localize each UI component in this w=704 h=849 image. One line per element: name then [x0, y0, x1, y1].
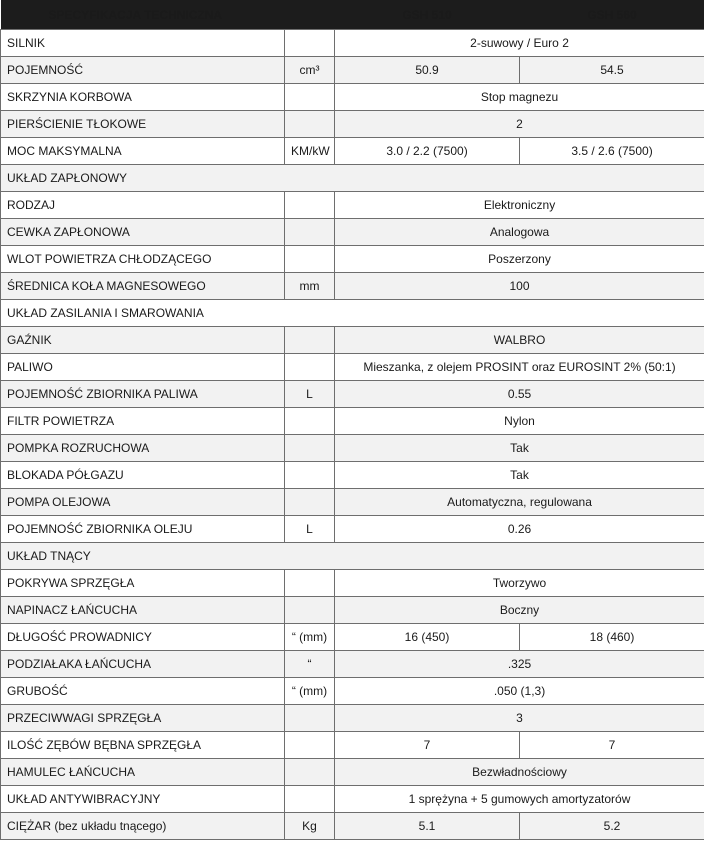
spec-name: POJEMNOŚĆ ZBIORNIKA OLEJU [1, 516, 285, 543]
spec-row [1, 57, 704, 84]
spec-unit: Kg [285, 813, 335, 840]
spec-value: Nylon [335, 408, 704, 435]
table-title: SPECYFIKACJA TECHNICZNA [1, 0, 335, 30]
spec-name: WLOT POWIETRZA CHŁODZĄCEGO [1, 246, 285, 273]
section-heading: UKŁAD ZAPŁONOWY [1, 165, 704, 192]
spec-unit [285, 462, 335, 489]
spec-name: ILOŚĆ ZĘBÓW BĘBNA SPRZĘGŁA [1, 732, 285, 759]
spec-unit [285, 786, 335, 813]
spec-name: CEWKA ZAPŁONOWA [1, 219, 285, 246]
spec-row [1, 138, 704, 165]
spec-row [1, 30, 704, 57]
section-heading: UKŁAD TNĄCY [1, 543, 704, 570]
spec-value-model-b: 54.5 [520, 57, 704, 84]
spec-value: Elektroniczny [335, 192, 704, 219]
spec-name: MOC MAKSYMALNA [1, 138, 285, 165]
spec-unit [285, 597, 335, 624]
spec-unit [285, 219, 335, 246]
spec-value: 0.55 [335, 381, 704, 408]
spec-row [1, 570, 704, 597]
spec-row [1, 327, 704, 354]
spec-value-model-b: 7 [520, 732, 704, 759]
spec-value: 0.26 [335, 516, 704, 543]
spec-unit [285, 192, 335, 219]
spec-value-model-b: 5.2 [520, 813, 704, 840]
spec-name: SKRZYNIA KORBOWA [1, 84, 285, 111]
spec-unit [285, 354, 335, 381]
spec-unit [285, 435, 335, 462]
spec-value: Mieszanka, z olejem PROSINT oraz EUROSINT 2% (50:1) [335, 354, 704, 381]
spec-name: FILTR POWIETRZA [1, 408, 285, 435]
spec-row [1, 597, 704, 624]
spec-row [1, 759, 704, 786]
section-row [1, 543, 704, 570]
spec-value: Bezwładnościowy [335, 759, 704, 786]
spec-row [1, 192, 704, 219]
spec-unit: KM/kW [285, 138, 335, 165]
spec-row [1, 732, 704, 759]
spec-name: POKRYWA SPRZĘGŁA [1, 570, 285, 597]
spec-unit [285, 84, 335, 111]
spec-row [1, 246, 704, 273]
spec-body [1, 30, 704, 840]
spec-name: GAŹNIK [1, 327, 285, 354]
section-row [1, 300, 704, 327]
spec-value-model-a: 16 (450) [335, 624, 520, 651]
spec-row [1, 462, 704, 489]
spec-unit [285, 246, 335, 273]
spec-unit [285, 705, 335, 732]
spec-name: UKŁAD ANTYWIBRACYJNY [1, 786, 285, 813]
spec-row [1, 705, 704, 732]
spec-name: PODZIAŁAKA ŁAŃCUCHA [1, 651, 285, 678]
section-heading: UKŁAD ZASILANIA I SMAROWANIA [1, 300, 704, 327]
spec-row [1, 408, 704, 435]
spec-unit [285, 570, 335, 597]
spec-unit: L [285, 381, 335, 408]
spec-unit [285, 732, 335, 759]
spec-row [1, 219, 704, 246]
spec-row [1, 516, 704, 543]
model-b-header: GSH 560 [520, 0, 704, 30]
spec-unit [285, 111, 335, 138]
spec-unit: “ (mm) [285, 624, 335, 651]
spec-value: Automatyczna, regulowana [335, 489, 704, 516]
spec-row [1, 273, 704, 300]
spec-value: Tak [335, 435, 704, 462]
spec-name: PALIWO [1, 354, 285, 381]
spec-unit: “ [285, 651, 335, 678]
spec-value-model-a: 3.0 / 2.2 (7500) [335, 138, 520, 165]
spec-name: PRZECIWWAGI SPRZĘGŁA [1, 705, 285, 732]
spec-value: WALBRO [335, 327, 704, 354]
spec-name: NAPINACZ ŁAŃCUCHA [1, 597, 285, 624]
spec-row [1, 678, 704, 705]
section-row [1, 165, 704, 192]
spec-value: Analogowa [335, 219, 704, 246]
spec-value: 100 [335, 273, 704, 300]
spec-unit [285, 408, 335, 435]
spec-name: RODZAJ [1, 192, 285, 219]
spec-name: POMPA OLEJOWA [1, 489, 285, 516]
spec-name: SILNIK [1, 30, 285, 57]
spec-value: Tworzywo [335, 570, 704, 597]
spec-unit: cm³ [285, 57, 335, 84]
spec-value: Poszerzony [335, 246, 704, 273]
spec-row [1, 624, 704, 651]
spec-row [1, 354, 704, 381]
spec-value: Boczny [335, 597, 704, 624]
spec-row [1, 111, 704, 138]
spec-value: .050 (1,3) [335, 678, 704, 705]
spec-row [1, 651, 704, 678]
spec-value: 1 sprężyna + 5 gumowych amortyzatorów [335, 786, 704, 813]
spec-name: BLOKADA PÓŁGAZU [1, 462, 285, 489]
spec-unit [285, 30, 335, 57]
spec-value: 2 [335, 111, 704, 138]
spec-name: PIERŚCIENIE TŁOKOWE [1, 111, 285, 138]
spec-name: POMPKA ROZRUCHOWA [1, 435, 285, 462]
spec-unit [285, 759, 335, 786]
spec-name: CIĘŻAR (bez układu tnącego) [1, 813, 285, 840]
spec-name: ŚREDNICA KOŁA MAGNESOWEGO [1, 273, 285, 300]
spec-value: 3 [335, 705, 704, 732]
spec-row [1, 489, 704, 516]
spec-value-model-b: 18 (460) [520, 624, 704, 651]
spec-row [1, 813, 704, 840]
spec-unit [285, 327, 335, 354]
header-row [1, 0, 704, 30]
spec-row [1, 381, 704, 408]
spec-row [1, 786, 704, 813]
spec-unit [285, 489, 335, 516]
spec-value-model-a: 5.1 [335, 813, 520, 840]
spec-value-model-b: 3.5 / 2.6 (7500) [520, 138, 704, 165]
spec-name: GRUBOŚĆ [1, 678, 285, 705]
spec-row [1, 84, 704, 111]
spec-unit: L [285, 516, 335, 543]
spec-unit: mm [285, 273, 335, 300]
model-a-header: GSH 510 [335, 0, 520, 30]
spec-value: 2-suwowy / Euro 2 [335, 30, 704, 57]
spec-name: POJEMNOŚĆ [1, 57, 285, 84]
spec-value: Stop magnezu [335, 84, 704, 111]
spec-name: POJEMNOŚĆ ZBIORNIKA PALIWA [1, 381, 285, 408]
spec-name: HAMULEC ŁAŃCUCHA [1, 759, 285, 786]
spec-value: Tak [335, 462, 704, 489]
spec-value-model-a: 50.9 [335, 57, 520, 84]
spec-name: DŁUGOŚĆ PROWADNICY [1, 624, 285, 651]
spec-value-model-a: 7 [335, 732, 520, 759]
spec-row [1, 435, 704, 462]
spec-unit: “ (mm) [285, 678, 335, 705]
spec-value: .325 [335, 651, 704, 678]
